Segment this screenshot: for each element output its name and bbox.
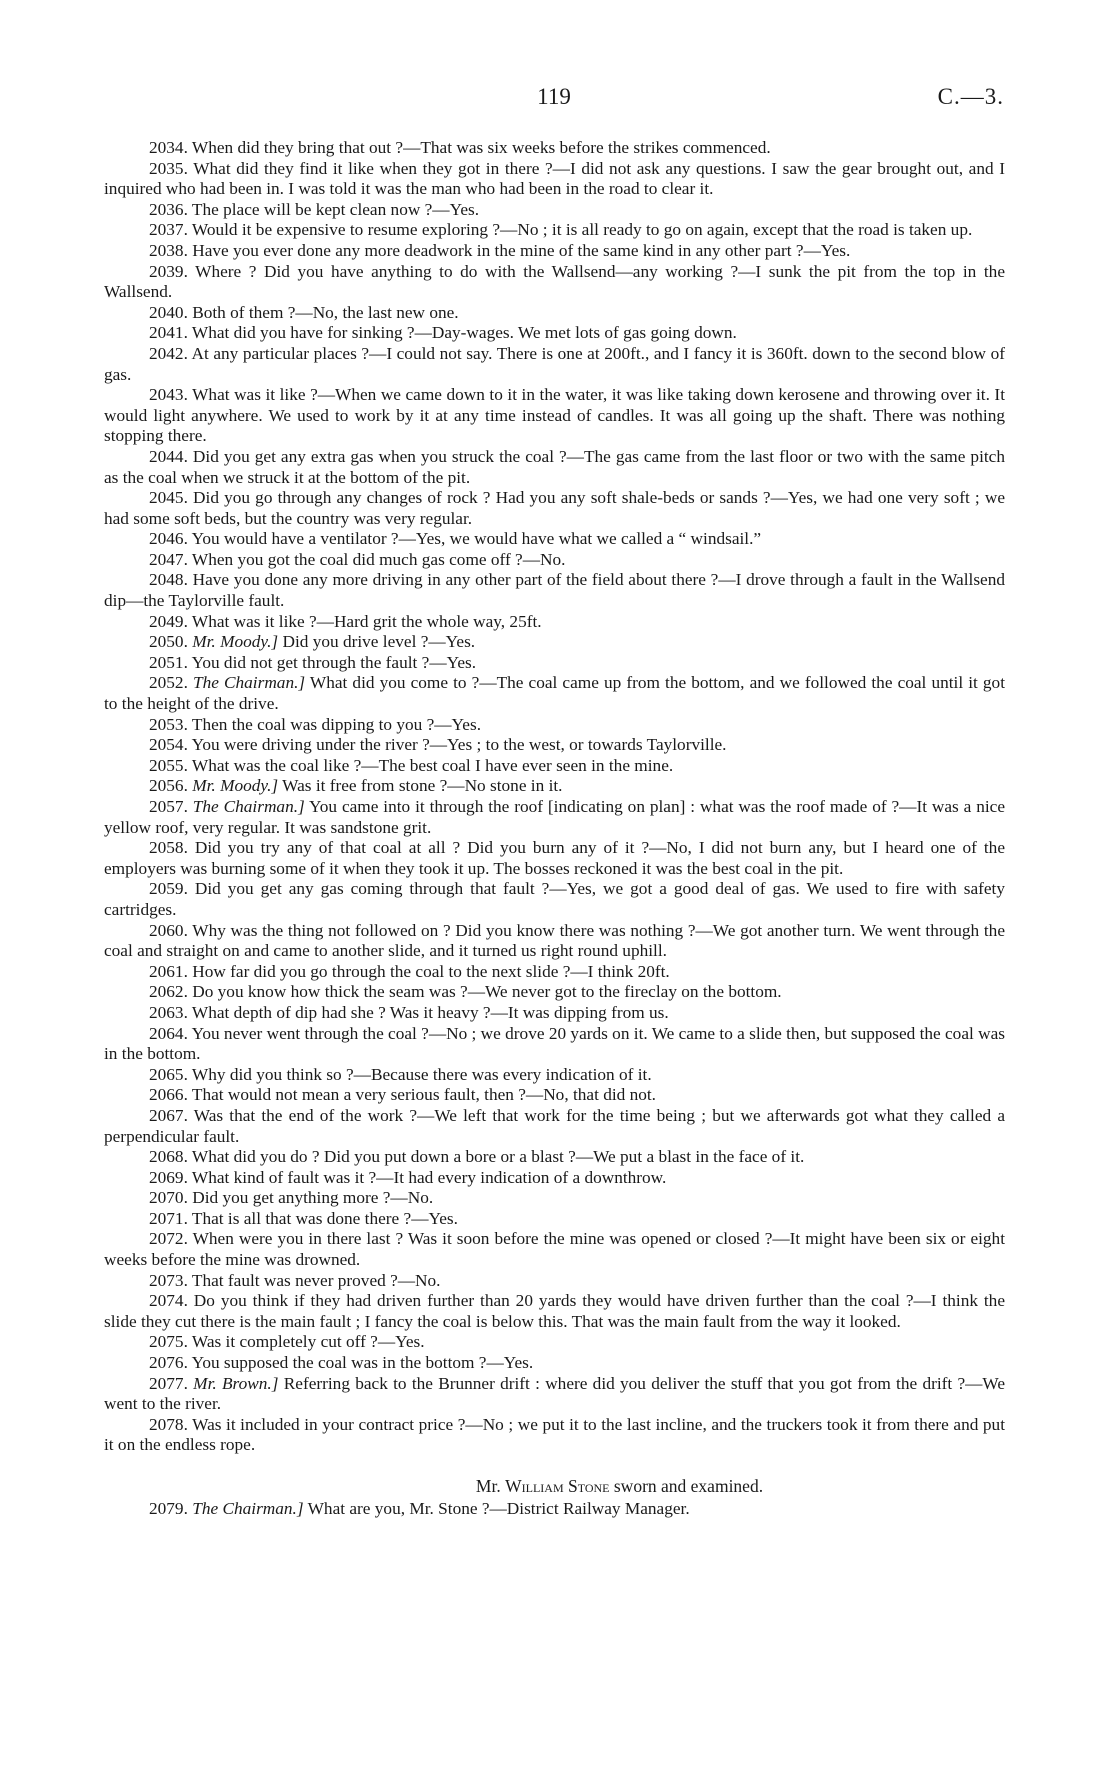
question-text: Was it included in your contract price ?—No ; we put it to the last incline, and the truckers took it from there and put it on the endless rope.: [104, 1414, 1005, 1455]
question-paragraph: [104, 550, 1005, 571]
question-paragraph: [104, 1168, 1005, 1189]
question-paragraph: [104, 241, 1005, 262]
question-paragraph: [104, 1003, 1005, 1024]
question-number: 2049.: [149, 611, 188, 631]
question-text: What are you, Mr. Stone ?—District Railway Manager.: [307, 1498, 690, 1518]
question-text: What did you do ? Did you put down a bore or a blast ?—We put a blast in the face of it.: [191, 1147, 805, 1167]
question-number: 2068.: [149, 1147, 188, 1167]
question-paragraph: [104, 488, 1005, 529]
question-number: 2034.: [149, 138, 188, 157]
speaker: The Chairman.]: [192, 797, 305, 816]
question-paragraph: [104, 344, 1005, 385]
question-text: Did you get any gas coming through that fault ?—Yes, we got a good deal of gas. We used to fire with safety cartridges.: [104, 879, 1005, 919]
question-number: 2057.: [149, 797, 188, 816]
question-paragraph: [104, 1353, 1005, 1374]
question-number: 2069.: [149, 1167, 188, 1187]
question-number: 2058.: [149, 838, 188, 858]
question-number: 2055.: [149, 755, 188, 775]
question-text: What did you have for sinking ?—Day-wages. We met lots of gas going down.: [191, 323, 737, 343]
question-number: 2050.: [149, 632, 188, 652]
page-header: [104, 84, 1004, 112]
series-code: C.—3.: [937, 84, 1004, 109]
question-number: 2067.: [149, 1105, 188, 1125]
question-text: Referring back to the Brunner drift : where did you deliver the stuff that you got from the drift ?—We went to the river.: [104, 1373, 1006, 1414]
question-text: That is all that was done there ?—Yes.: [191, 1208, 458, 1228]
question-text: You were driving under the river ?—Yes ; to the west, or towards Taylorville.: [191, 735, 727, 755]
question-paragraph: [104, 220, 1005, 241]
question-text: Did you go through any changes of rock ? Had you any soft shale-beds or sands ?—Yes, we had one very soft ; we had some soft beds, but the country was very regular.: [104, 488, 1005, 528]
question-number: 2077.: [149, 1373, 188, 1393]
question-paragraph: [104, 715, 1005, 736]
question-text: Why did you think so ?—Because there was every indication of it.: [191, 1064, 652, 1084]
question-number: 2065.: [149, 1064, 188, 1084]
question-number: 2043.: [149, 385, 188, 405]
question-text: When were you in there last ? Was it soon before the mine was opened or closed ?—It might have been six or eight weeks before the mine was drowned.: [104, 1229, 1005, 1270]
question-paragraph: [104, 756, 1005, 777]
question-number: 2070.: [149, 1188, 188, 1208]
question-number: 2045.: [149, 488, 188, 508]
question-text: How far did you go through the coal to the next slide ?—I think 20ft.: [192, 961, 670, 981]
question-paragraph: [104, 303, 1005, 324]
question-paragraph: [104, 159, 1005, 200]
question-text: Have you done any more driving in any other part of the field about there ?—I drove through a fault in the Wallsend dip—the Taylorville fault.: [104, 570, 1006, 611]
question-number: 2039.: [149, 261, 188, 281]
question-number: 2064.: [149, 1023, 188, 1043]
question-text: Did you get any extra gas when you struck the coal ?—The gas came from the last floor or two with the same pitch as the coal when we struck it at the bottom of the pit.: [104, 446, 1005, 487]
question-paragraph: [104, 1291, 1005, 1332]
question-text: Was it free from stone ?—No stone in it.: [282, 776, 563, 796]
question-number: 2066.: [149, 1085, 188, 1105]
question-number: 2036.: [149, 199, 188, 219]
question-text: What depth of dip had she ? Was it heavy ?—It was dipping from us.: [191, 1002, 669, 1022]
sworn-heading: [234, 1476, 1005, 1497]
question-text: What kind of fault was it ?—It had every indication of a downthrow.: [191, 1167, 667, 1187]
question-number: 2041.: [149, 323, 188, 343]
question-paragraph: [104, 447, 1005, 488]
sworn-prefix: Mr.: [475, 1476, 501, 1496]
question-text: Do you know how thick the seam was ?—We never got to the fireclay on the bottom.: [192, 982, 782, 1002]
question-paragraph: [104, 653, 1005, 674]
speaker: Mr. Moody.]: [192, 776, 279, 796]
question-text: Have you ever done any more deadwork in the mine of the same kind in any other part ?—Yes.: [192, 240, 851, 260]
question-text: That fault was never proved ?—No.: [191, 1270, 441, 1290]
question-number: 2042.: [149, 343, 188, 363]
question-paragraph: [104, 838, 1005, 879]
question-text: That would not mean a very serious fault, then ?—No, that did not.: [191, 1085, 656, 1105]
question-text: When did they bring that out ?—That was six weeks before the strikes commenced.: [191, 138, 771, 157]
speaker: Mr. Brown.]: [193, 1373, 279, 1393]
question-paragraph: [104, 776, 1005, 797]
question-paragraph: [104, 385, 1005, 447]
question-paragraph: [104, 1415, 1005, 1456]
question-number: 2063.: [149, 1002, 188, 1022]
question-number: 2078.: [149, 1414, 188, 1434]
question-number: 2072.: [149, 1229, 188, 1249]
question-text: What was it like ?—When we came down to it in the water, it was like taking down kerosene and throwing over it. It would light anywhere. We used to work by it at any time instead of candles. It was all going up the shaft. There was nothing stopping there.: [104, 385, 1005, 446]
question-paragraph: [104, 735, 1005, 756]
speaker: The Chairman.]: [192, 673, 306, 693]
question-text: Was that the end of the work ?—We left that work for the time being ; but we afterwards got what they called a perpendicular fault.: [104, 1105, 1005, 1146]
question-paragraph: [104, 1271, 1005, 1292]
question-paragraph: [104, 1085, 1005, 1106]
question-paragraph: [104, 570, 1005, 611]
question-paragraph: [104, 673, 1005, 714]
question-number: 2059.: [149, 879, 188, 899]
question-number: 2044.: [149, 446, 188, 466]
question-paragraph: [104, 612, 1005, 633]
question-text: What did you come to ?—The coal came up from the bottom, and we followed the coal until it got to the height of the drive.: [104, 673, 1005, 714]
question-text: Did you try any of that coal at all ? Did you burn any of it ?—No, I did not burn any, but I heard one of the employers was burning some of it when they took it up. The bosses reckoned it was the best coal in the pit.: [104, 838, 1005, 878]
question-text: You supposed the coal was in the bottom ?—Yes.: [191, 1353, 534, 1373]
question-number: 2073.: [149, 1270, 188, 1290]
question-paragraph: [104, 1499, 1005, 1520]
question-paragraph: [104, 1188, 1005, 1209]
question-paragraph: [104, 962, 1005, 983]
question-text: You came into it through the roof [indicating on plan] : what was the roof made of ?—It was a nice yellow roof, very regular. It was sandstone grit.: [104, 797, 1006, 837]
question-text: Where ? Did you have anything to do with the Wallsend—any working ?—I sunk the pit from the top in the Wallsend.: [104, 261, 1005, 302]
question-text: You did not get through the fault ?—Yes.: [191, 652, 477, 672]
question-number: 2071.: [149, 1208, 188, 1228]
speaker: Mr. Moody.]: [192, 632, 279, 652]
question-number: 2074.: [149, 1291, 188, 1311]
question-paragraph: [104, 1374, 1005, 1415]
question-text: The place will be kept clean now ?—Yes.: [191, 199, 480, 219]
question-paragraph: [104, 1229, 1005, 1270]
question-text: Then the coal was dipping to you ?—Yes.: [191, 714, 482, 734]
question-number: 2038.: [149, 240, 188, 260]
question-paragraph: [104, 323, 1005, 344]
question-text: Would it be expensive to resume exploring ?—No ; it is all ready to go on again, except that the road is taken up.: [191, 220, 973, 240]
question-paragraph: [104, 138, 1005, 159]
question-number: 2040.: [149, 302, 188, 322]
question-text: When you got the coal did much gas come off ?—No.: [191, 549, 566, 569]
question-paragraph: [104, 262, 1005, 303]
question-paragraph: [104, 1209, 1005, 1230]
question-number: 2060.: [149, 920, 188, 940]
question-paragraph: [104, 879, 1005, 920]
question-number: 2062.: [149, 982, 188, 1002]
question-number: 2061.: [149, 961, 188, 981]
question-number: 2051.: [149, 652, 188, 672]
question-text: Do you think if they had driven further than 20 yards they would have driven further than the coal ?—I think the slide they cut there is the main fault ; I fancy the coal is below this. That was the main fault from the way it looked.: [104, 1291, 1005, 1331]
question-text: Both of them ?—No, the last new one.: [192, 302, 459, 322]
question-paragraph: [104, 1024, 1005, 1065]
question-text: You would have a ventilator ?—Yes, we would have what we called a “ windsail.”: [191, 529, 762, 549]
witness-name: William Stone: [505, 1476, 610, 1496]
question-paragraph: [104, 797, 1005, 838]
question-number: 2076.: [149, 1353, 188, 1373]
speaker: The Chairman.]: [192, 1498, 304, 1518]
question-paragraph: [104, 529, 1005, 550]
question-text: At any particular places ?—I could not say. There is one at 200ft., and I fancy it is 360ft. down to the second blow of gas.: [104, 343, 1005, 384]
page-number: 119: [537, 84, 571, 109]
question-number: 2048.: [149, 570, 188, 590]
question-number: 2054.: [149, 735, 188, 755]
question-number: 2053.: [149, 714, 188, 734]
question-paragraph: [104, 1332, 1005, 1353]
question-number: 2046.: [149, 529, 188, 549]
question-paragraph: [104, 200, 1005, 221]
question-text: What was the coal like ?—The best coal I have ever seen in the mine.: [191, 755, 674, 775]
testimony-body: [104, 138, 1005, 1519]
question-paragraph: [104, 982, 1005, 1003]
question-list: [104, 138, 1005, 1456]
question-paragraph: [104, 921, 1005, 962]
question-number: 2047.: [149, 549, 188, 569]
question-text: Did you get anything more ?—No.: [192, 1188, 434, 1208]
question-number: 2035.: [149, 158, 188, 178]
question-paragraph: [104, 632, 1005, 653]
question-number: 2079.: [149, 1498, 188, 1518]
question-text: Why was the thing not followed on ? Did you know there was nothing ?—We got another turn. We went through the coal and straight on and came to another slide, and it turned us right round uphill.: [104, 920, 1005, 961]
question-text: What did they find it like when they got in there ?—I did not ask any questions. I saw the gear brought out, and I inquired who had been in. I was told it was the man who had been in the road to clear it.: [104, 158, 1006, 199]
question-number: 2052.: [149, 673, 188, 693]
question-text: Was it completely cut off ?—Yes.: [191, 1332, 425, 1352]
question-paragraph: [104, 1147, 1005, 1168]
sworn-suffix: sworn and examined.: [613, 1476, 764, 1496]
question-paragraph: [104, 1106, 1005, 1147]
question-paragraph: [104, 1065, 1005, 1086]
question-number: 2056.: [149, 776, 188, 796]
question-text: You never went through the coal ?—No ; we drove 20 yards on it. We came to a slide then, but supposed the coal was in the bottom.: [104, 1023, 1005, 1064]
question-number: 2037.: [149, 220, 188, 240]
question-text: Did you drive level ?—Yes.: [282, 632, 476, 652]
question-number: 2075.: [149, 1332, 188, 1352]
question-text: What was it like ?—Hard grit the whole way, 25ft.: [191, 611, 542, 631]
